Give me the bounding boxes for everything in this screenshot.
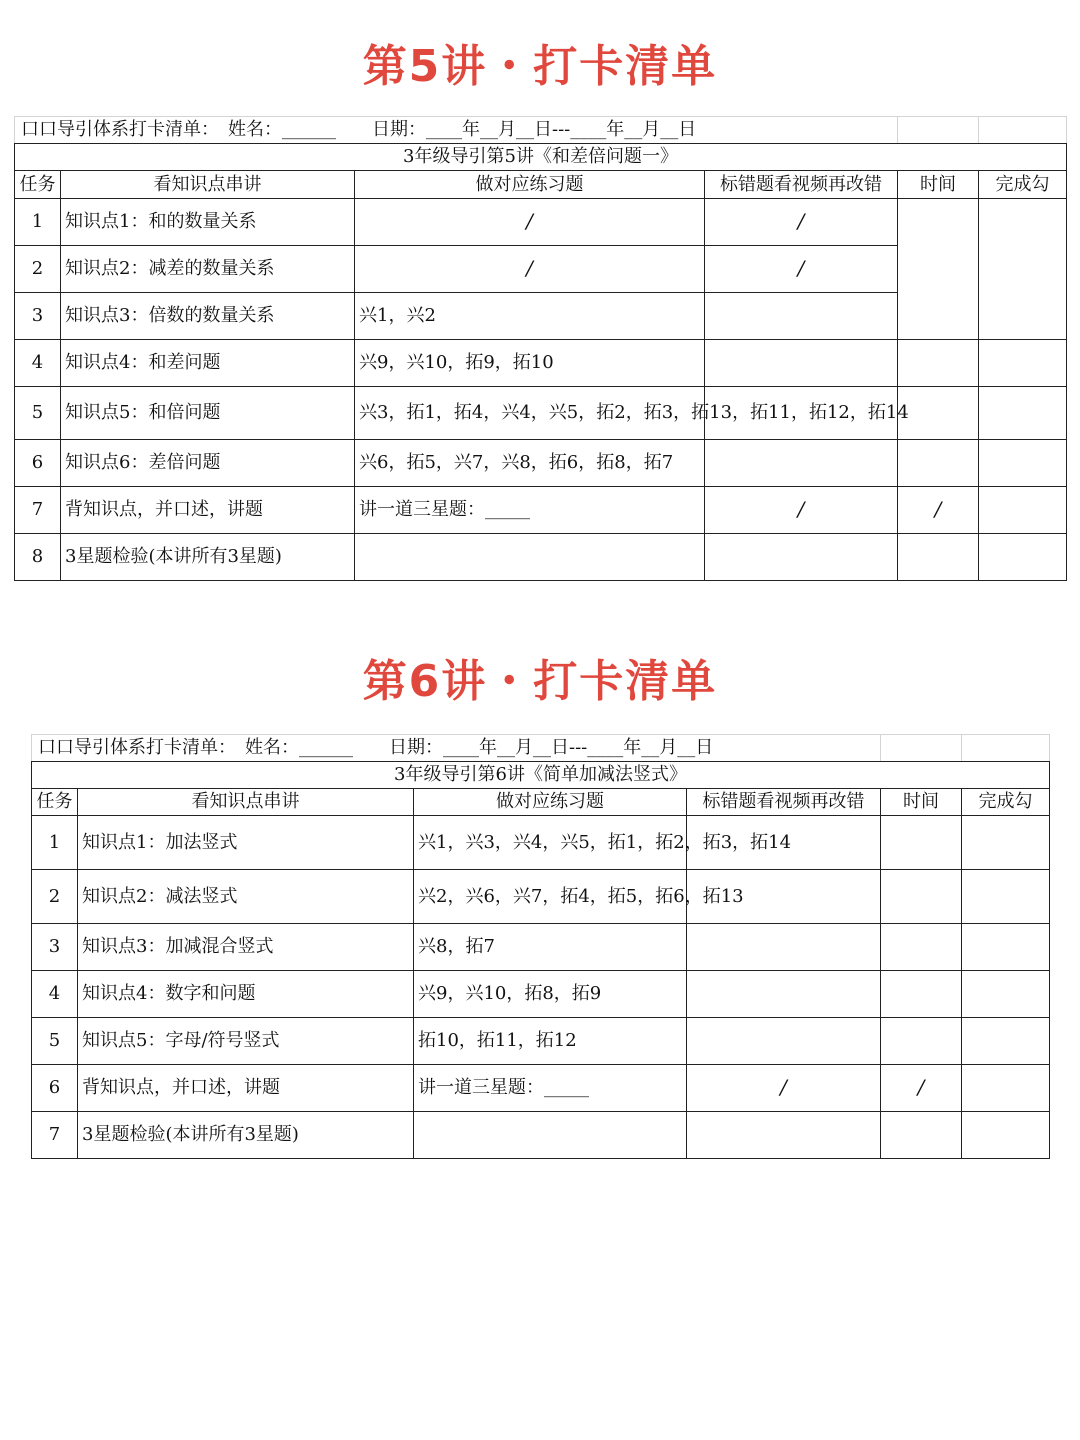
time-cell — [881, 1065, 962, 1112]
time-cell — [898, 487, 979, 534]
done-cell — [979, 534, 1067, 581]
fix-cell — [705, 340, 898, 387]
sheet-2-title: 第6讲・打卡清单 — [362, 656, 718, 707]
time-cell — [881, 816, 962, 870]
task-number: 1 — [15, 199, 61, 246]
topic-cell: 知识点3：加减混合竖式 — [78, 924, 414, 971]
practice-cell — [355, 534, 705, 581]
fix-cell — [705, 293, 898, 340]
task-number: 8 — [15, 534, 61, 581]
task-number: 3 — [32, 924, 78, 971]
table-row — [15, 199, 1067, 246]
practice-cell: 拓10，拓11，拓12 — [414, 1018, 687, 1065]
slash-mark: / — [934, 497, 942, 521]
topic-cell: 知识点1：和的数量关系 — [61, 199, 355, 246]
info-blank-cell — [881, 735, 962, 762]
info-line: 口口导引体系打卡清单： 姓名：______ 日期：____年__月__日---____年__月__日 — [32, 735, 881, 762]
topic-cell: 知识点2：减法竖式 — [78, 870, 414, 924]
topic-cell: 3星题检验(本讲所有3星题) — [78, 1112, 414, 1159]
topic-cell: 3星题检验(本讲所有3星题) — [61, 534, 355, 581]
topic-cell: 知识点5：和倍问题 — [61, 387, 355, 440]
table-row — [32, 1065, 1050, 1112]
col-header-task: 任务 — [15, 171, 61, 199]
fix-cell — [705, 246, 898, 293]
topic-cell: 知识点5：字母/符号竖式 — [78, 1018, 414, 1065]
practice-cell: 讲一道三星题：_____ — [414, 1065, 687, 1112]
practice-cell: 兴3，拓1，拓4，兴4，兴5，拓2，拓3，拓13，拓11，拓12，拓14 — [355, 387, 705, 440]
topic-cell: 知识点3：倍数的数量关系 — [61, 293, 355, 340]
done-cell — [962, 1018, 1050, 1065]
time-cell — [898, 199, 979, 340]
task-number: 4 — [15, 340, 61, 387]
practice-cell: 兴9，兴10，拓8，拓9 — [414, 971, 687, 1018]
fix-cell — [687, 924, 881, 971]
slash-mark: / — [526, 209, 533, 233]
lecture-subtitle: 3年级导引第5讲《和差倍问题一》 — [15, 144, 1067, 171]
practice-cell — [355, 199, 705, 246]
done-cell — [962, 1065, 1050, 1112]
slash-mark: / — [917, 1075, 925, 1099]
subtitle-row — [32, 762, 1050, 789]
done-cell — [979, 387, 1067, 440]
checklist-table-lecture-5 — [14, 116, 1067, 581]
col-header-time: 时间 — [898, 171, 979, 199]
table-row — [32, 924, 1050, 971]
slash-mark: / — [780, 1075, 787, 1099]
fix-cell — [687, 1018, 881, 1065]
practice-cell: 兴9，兴10，拓9，拓10 — [355, 340, 705, 387]
topic-cell: 知识点4：数字和问题 — [78, 971, 414, 1018]
practice-cell: 兴1，兴2 — [355, 293, 705, 340]
done-cell — [962, 971, 1050, 1018]
task-number: 5 — [32, 1018, 78, 1065]
practice-cell: 兴8，拓7 — [414, 924, 687, 971]
info-blank-cell — [962, 735, 1050, 762]
table-row — [15, 340, 1067, 387]
time-cell — [881, 1112, 962, 1159]
task-number: 6 — [15, 440, 61, 487]
table-row — [32, 816, 1050, 870]
col-header-fix: 标错题看视频再改错 — [687, 789, 881, 816]
practice-cell: 讲一道三星题：_____ — [355, 487, 705, 534]
practice-cell: 兴1，兴3，兴4，兴5，拓1，拓2，拓3，拓14 — [414, 816, 687, 870]
col-header-practice: 做对应练习题 — [414, 789, 687, 816]
topic-cell: 知识点4：和差问题 — [61, 340, 355, 387]
topic-cell: 知识点6：差倍问题 — [61, 440, 355, 487]
col-header-done: 完成勾 — [979, 171, 1067, 199]
table-row — [15, 534, 1067, 581]
practice-cell: 兴2，兴6，兴7，拓4，拓5，拓6，拓13 — [414, 870, 687, 924]
slash-mark: / — [797, 497, 805, 521]
info-blank-cell — [979, 117, 1067, 144]
practice-cell — [414, 1112, 687, 1159]
task-number: 2 — [32, 870, 78, 924]
sheet-1-title: 第5讲・打卡清单 — [362, 41, 718, 92]
subtitle-row — [15, 144, 1067, 171]
col-header-topic: 看知识点串讲 — [78, 789, 414, 816]
col-header-task: 任务 — [32, 789, 78, 816]
task-number: 7 — [15, 487, 61, 534]
fix-cell — [687, 1065, 881, 1112]
time-cell — [881, 1018, 962, 1065]
table-row — [32, 870, 1050, 924]
fix-cell — [705, 199, 898, 246]
col-header-time: 时间 — [881, 789, 962, 816]
task-number: 3 — [15, 293, 61, 340]
slash-mark: / — [526, 256, 533, 280]
col-header-fix: 标错题看视频再改错 — [705, 171, 898, 199]
time-cell — [898, 440, 979, 487]
done-cell — [979, 487, 1067, 534]
time-cell — [881, 870, 962, 924]
col-header-topic: 看知识点串讲 — [61, 171, 355, 199]
task-number: 1 — [32, 816, 78, 870]
table-row — [15, 487, 1067, 534]
column-header-row — [32, 789, 1050, 816]
slash-mark: / — [797, 256, 805, 280]
practice-cell — [355, 246, 705, 293]
task-number: 4 — [32, 971, 78, 1018]
time-cell — [898, 340, 979, 387]
table-row — [32, 1112, 1050, 1159]
info-blank-cell — [898, 117, 979, 144]
fix-cell — [705, 534, 898, 581]
task-number: 2 — [15, 246, 61, 293]
lecture-subtitle: 3年级导引第6讲《简单加减法竖式》 — [32, 762, 1050, 789]
done-cell — [962, 924, 1050, 971]
topic-cell: 知识点2：减差的数量关系 — [61, 246, 355, 293]
info-row — [15, 117, 1067, 144]
done-cell — [962, 870, 1050, 924]
fix-cell — [687, 1112, 881, 1159]
col-header-done: 完成勾 — [962, 789, 1050, 816]
slash-mark: / — [797, 209, 805, 233]
fix-cell — [705, 487, 898, 534]
checklist-table-lecture-6 — [31, 734, 1050, 1159]
info-row — [32, 735, 1050, 762]
task-number: 5 — [15, 387, 61, 440]
done-cell — [979, 340, 1067, 387]
practice-cell: 兴6，拓5，兴7，兴8，拓6，拓8，拓7 — [355, 440, 705, 487]
time-cell — [881, 971, 962, 1018]
task-number: 6 — [32, 1065, 78, 1112]
column-header-row — [15, 171, 1067, 199]
table-row — [32, 1018, 1050, 1065]
table-row — [15, 387, 1067, 440]
col-header-practice: 做对应练习题 — [355, 171, 705, 199]
info-line: 口口导引体系打卡清单： 姓名：______ 日期：____年__月__日---____年__月__日 — [15, 117, 898, 144]
topic-cell: 知识点1：加法竖式 — [78, 816, 414, 870]
done-cell — [979, 440, 1067, 487]
done-cell — [962, 816, 1050, 870]
time-cell — [898, 534, 979, 581]
topic-cell: 背知识点，并口述，讲题 — [78, 1065, 414, 1112]
time-cell — [898, 387, 979, 440]
table-row — [32, 971, 1050, 1018]
fix-cell — [687, 971, 881, 1018]
time-cell — [881, 924, 962, 971]
table-row — [15, 440, 1067, 487]
done-cell — [979, 199, 1067, 340]
fix-cell — [705, 440, 898, 487]
task-number: 7 — [32, 1112, 78, 1159]
topic-cell: 背知识点，并口述，讲题 — [61, 487, 355, 534]
done-cell — [962, 1112, 1050, 1159]
